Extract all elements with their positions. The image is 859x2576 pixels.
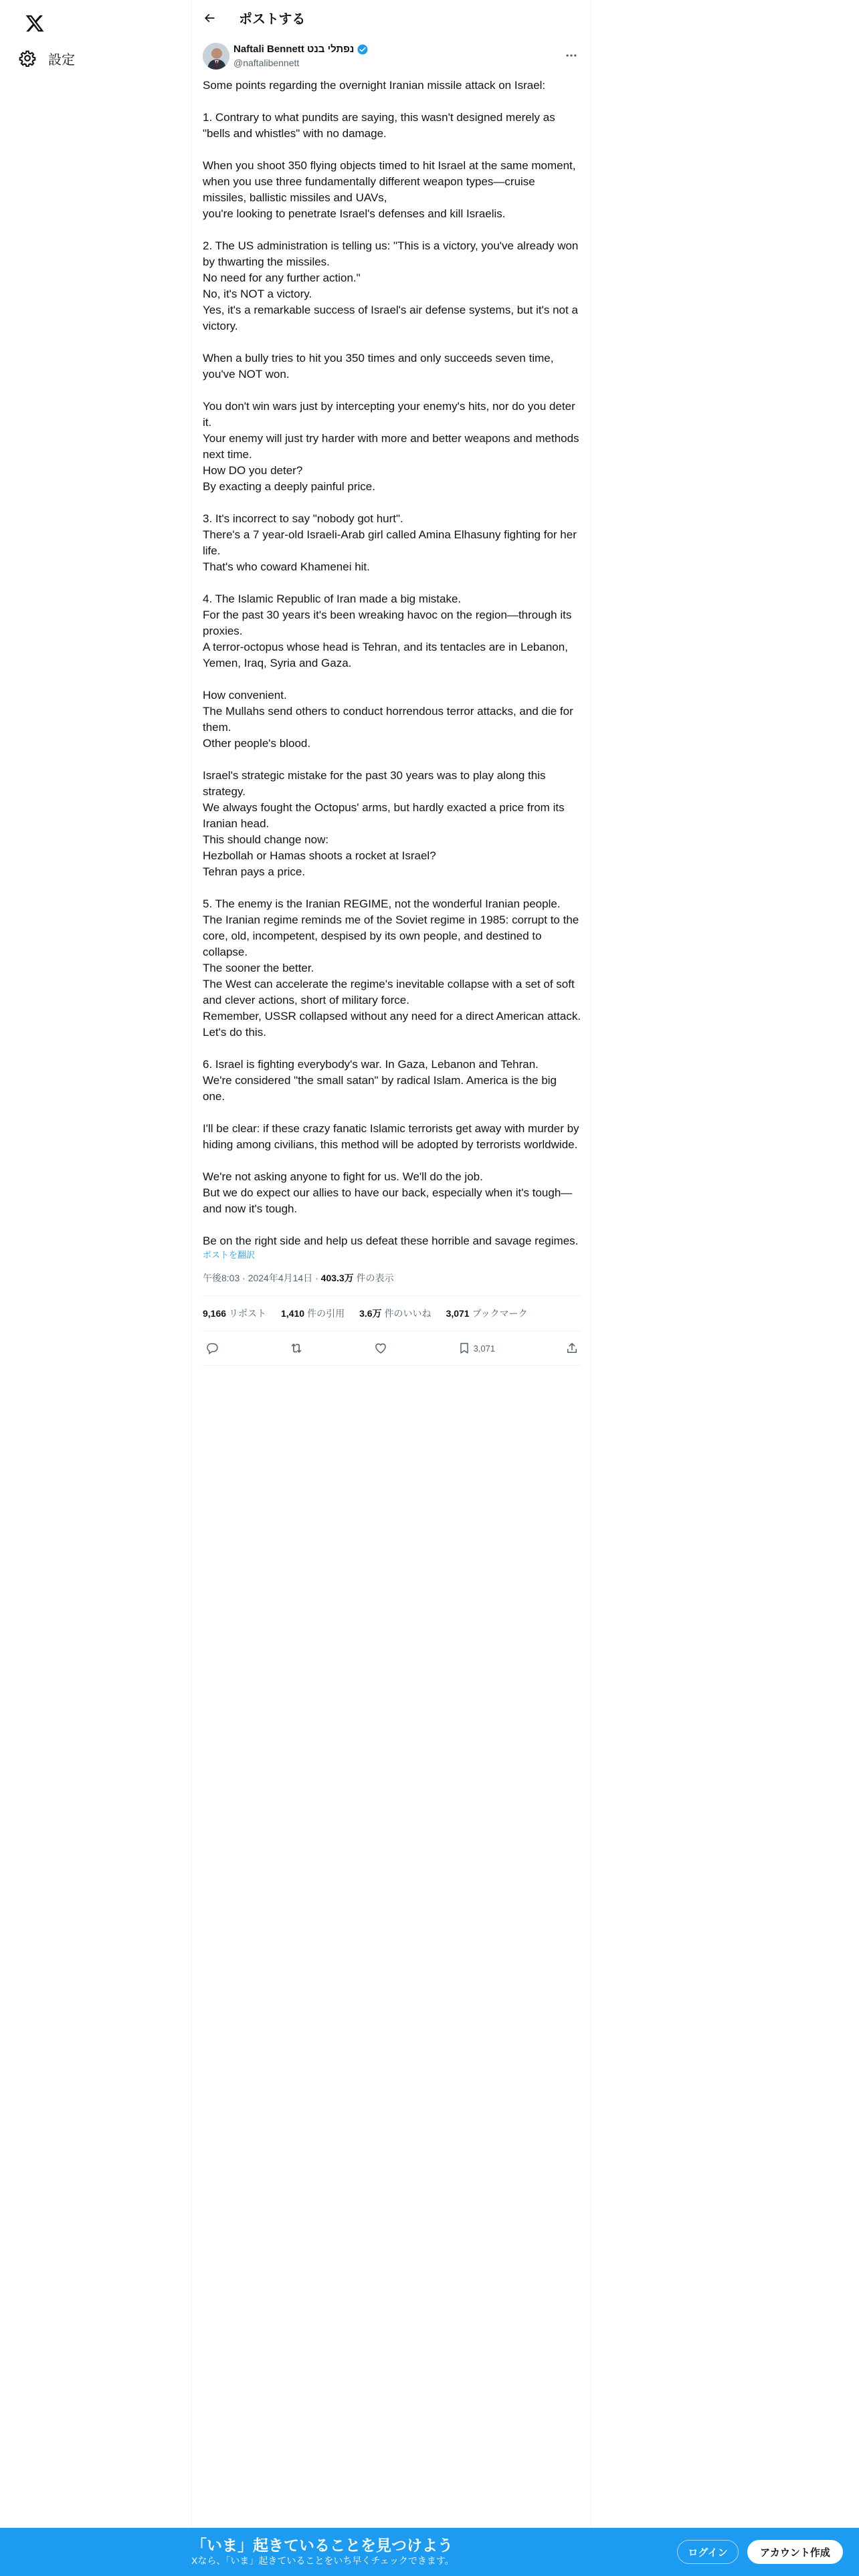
more-options-icon[interactable] [561, 45, 581, 66]
signup-button[interactable]: アカウント作成 [747, 2540, 843, 2564]
tweet-text: Some points regarding the overnight Iranian missile attack on Israel: 1. Contrary to what pundits are saying, this wasn't designed merely as "bells and whistles" with no damage. When you shoot 350 flying objects timed to hit Israel at the same moment, when you use three fundamentally different weapon types—cruise missiles, ballistic missiles and UAVs, you're looking to penetrate Israel's defenses and kill Israelis. 2. The US administration is telling us: "This is a victory, you've already won by thwarting the missiles. No need for any further action." No, it's NOT a victory. Yes, it's a remarkable success of Israel's air defense systems, but it's not a victory. When a bully tries to hit you 350 times and only succeeds seven time, you've NOT won. You don't win wars just by intercepting your enemy's hits, nor do you deter it. Your enemy will just try harder with more and better weapons and methods next time. How DO you deter? By exacting a deeply painful price. 3. It's incorrect to say "nobody got hurt". There's a 7 year-old Israeli-Arab girl called Amina Elhasuny fighting for her life. That's who coward Khamenei hit. 4. The Islamic Republic of Iran made a big mistake. For the past 30 years it's been wreaking havoc on the region—through its proxies. A terror-octopus whose head is Tehran, and its tentacles are in Lebanon, Yemen, Iraq, Syria and Gaza. How convenient. The Mullahs send others to conduct horrendous terror attacks, and die for them. Other people's blood. Israel's strategic mistake for the past 30 years was to play along this strategy. We always fought the Octopus' arms, but hardly exacted a price from its Iranian head. This should change now: Hezbollah or Hamas shoots a rocket at Israel? Tehran pays a price. 5. The enemy is the Iranian REGIME, not the wonderful Iranian people. The Iranian regime reminds me of the Soviet regime in 1985: corrupt to the core, old, incompetent, despised by its own people, and destined to collapse. The sooner the better. The West can accelerate the regime's inevitable collapse with a set of soft and clever actions, short of military force. Remember, USSR collapsed without any need for a direct American attack. Let's do this. 6. Israel is fighting everybody's war. In Gaza, Lebanon and Tehran. We're considered "the small satan" by radical Islam. America is the big one. I'll be clear: if these crazy fanatic Islamic terrorists get away with murder by hiding among civilians, this method will be adopted by terrorists worldwide. We're not asking anyone to fight for us. We'll do the job. But we do expect our allies to have our back, especially when it's tough—and now it's tough. Be on the right side and help us defeat these horrible and savage regimes. [203, 79, 581, 1247]
tweet-date[interactable]: 2024年4月14日 [248, 1273, 313, 1283]
repost-button[interactable] [289, 1341, 304, 1356]
engagement-stats [203, 1296, 581, 1331]
bookmark-icon [458, 1341, 471, 1355]
stat-bookmarks[interactable]: 3,071 ブックマーク [446, 1308, 528, 1319]
author-name-row[interactable] [233, 43, 369, 56]
author-display-name: Naftali Bennett נפתלי בנט [233, 43, 355, 55]
settings-label: 設定 [48, 52, 75, 68]
x-logo-icon[interactable] [18, 7, 52, 40]
tweet [203, 41, 581, 1366]
tweet-meta [203, 1271, 581, 1285]
tweet-author [203, 41, 581, 72]
page-header [192, 0, 592, 35]
tweet-actions [203, 1331, 581, 1365]
bookmark-count: 3,071 [473, 1343, 496, 1354]
share-button[interactable] [565, 1341, 579, 1355]
banner-subtext: Xなら、「いま」起きていることをいち早くチェックできます。 [191, 2555, 454, 2566]
divider [203, 1365, 581, 1366]
banner-headline: 「いま」起きていることを見つけよう [191, 2537, 453, 2554]
settings-link[interactable] [16, 44, 83, 72]
translate-post-link[interactable]: ポストを翻訳 [203, 1250, 256, 1260]
bookmark-button[interactable] [458, 1341, 496, 1355]
views-label: 件の表示 [356, 1273, 394, 1283]
avatar[interactable] [203, 43, 229, 70]
verified-badge-icon [357, 43, 369, 56]
arrow-left-icon[interactable] [197, 6, 221, 30]
reply-button[interactable] [205, 1341, 219, 1355]
reply-icon [205, 1341, 219, 1355]
signup-banner [0, 2528, 859, 2576]
stat-reposts[interactable]: 9,166 リポスト [203, 1308, 267, 1319]
share-icon [565, 1341, 579, 1355]
stat-likes[interactable]: 3.6万 件のいいね [359, 1308, 432, 1319]
heart-icon [374, 1341, 387, 1355]
meta-separator: · [242, 1273, 248, 1283]
repost-icon [289, 1341, 304, 1356]
page-title: ポストする [239, 12, 306, 27]
meta-separator: · [315, 1273, 321, 1283]
views-count: 403.3万 [320, 1273, 354, 1283]
gear-icon [19, 49, 36, 67]
like-button[interactable] [374, 1341, 387, 1355]
author-handle[interactable]: @naftalibennett [233, 58, 300, 68]
login-button[interactable]: ログイン [677, 2540, 739, 2564]
tweet-time[interactable]: 午後8:03 [203, 1273, 240, 1283]
stat-quotes[interactable]: 1,410 件の引用 [281, 1308, 345, 1319]
main-column [191, 0, 591, 2576]
